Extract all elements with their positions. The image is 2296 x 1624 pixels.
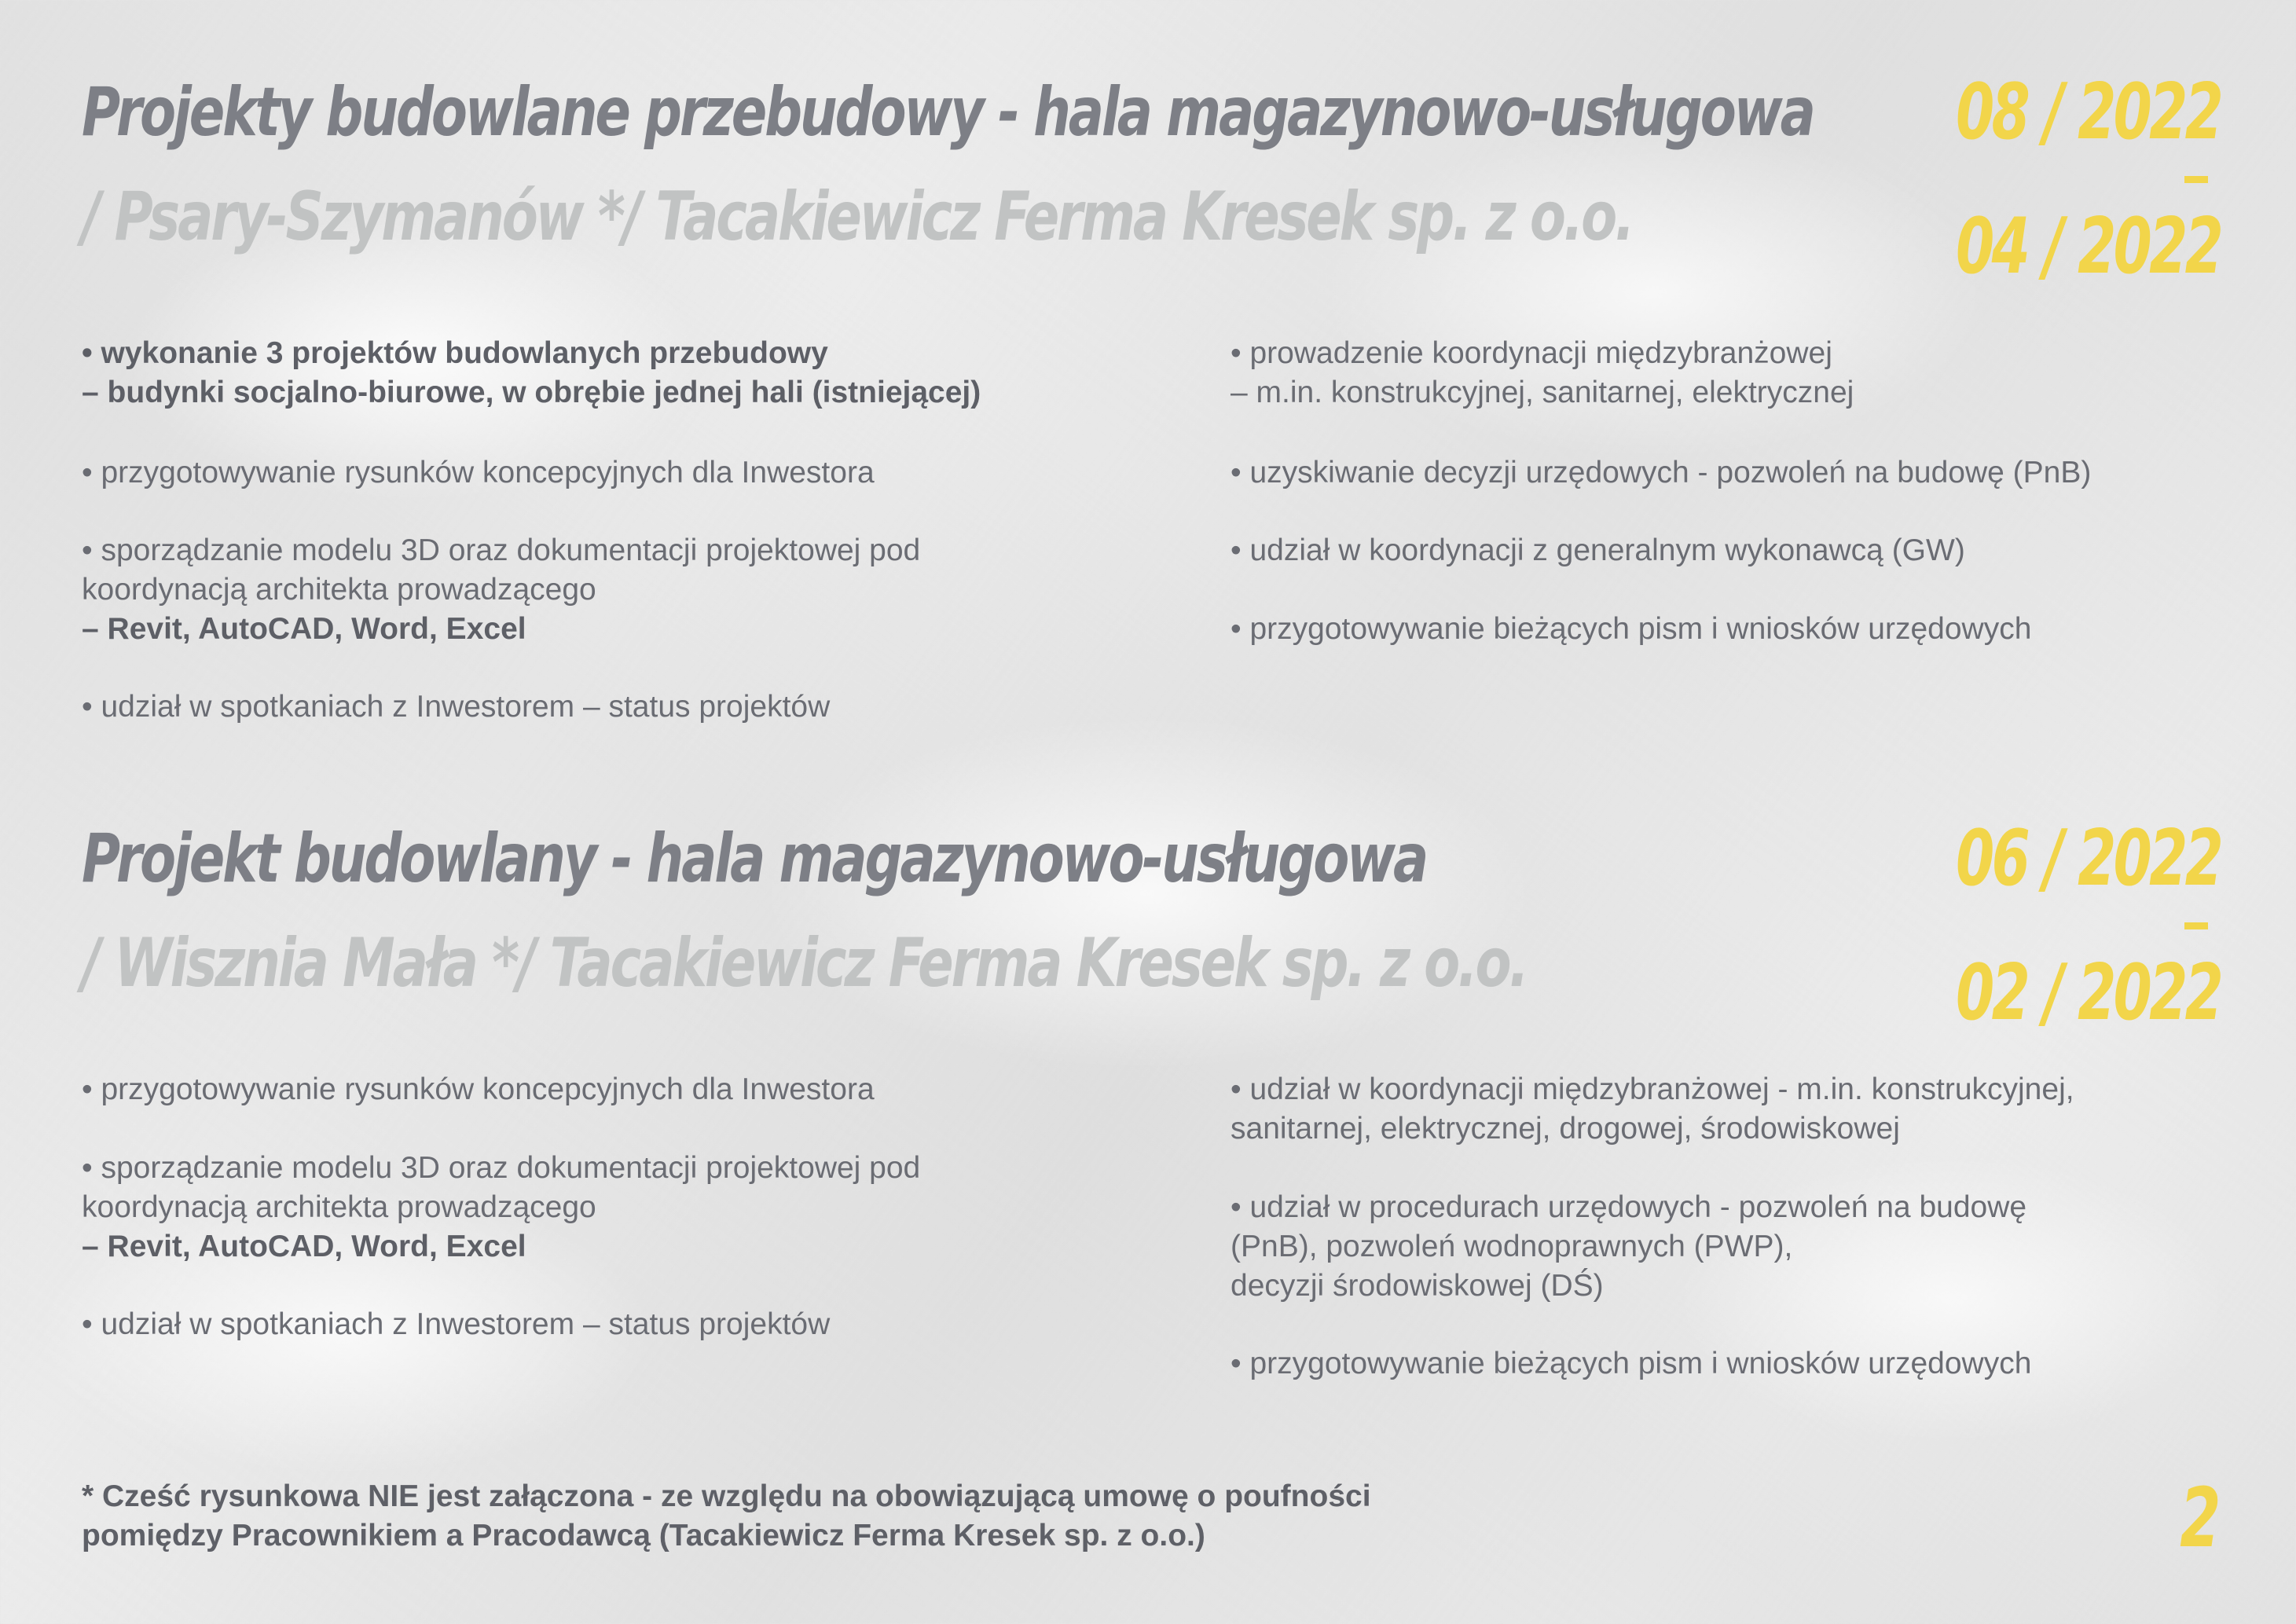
project-2-right-column: [1231, 1188, 2296, 1306]
list-item: • przygotowywanie bieżących pism i wniosków urzędowych: [1231, 612, 2032, 646]
project-2-right-column: [1231, 1344, 2296, 1384]
list-item: • prowadzenie koordynacji międzybranżowej: [1231, 336, 1832, 370]
project-1-date-to: 04 / 2022: [1955, 202, 2221, 291]
list-item: koordynacją architekta prowadzącego: [82, 1190, 596, 1224]
list-item: – m.in. konstrukcyjnej, sanitarnej, elektrycznej: [1231, 376, 1854, 409]
list-item: (PnB), pozwoleń wodnoprawnych (PWP),: [1231, 1230, 1793, 1263]
list-item: • przygotowywanie bieżących pism i wniosków urzędowych: [1231, 1347, 2032, 1380]
project-1-title: Projekty budowlane przebudowy - hala magazynowo-usługowa: [82, 73, 1814, 152]
project-1-right-column: [1231, 610, 2296, 649]
project-2-date-dash: [2184, 922, 2208, 929]
project-1-subtitle: / Psary-Szymanów */ Tacakiewicz Ferma Kresek sp. z o.o.: [82, 178, 1633, 256]
page-number: 2: [2179, 1470, 2221, 1566]
project-2-date-to: 02 / 2022: [1955, 948, 2221, 1038]
list-item: – Revit, AutoCAD, Word, Excel: [82, 612, 526, 646]
list-item: • wykonanie 3 projektów budowlanych przebudowy: [82, 336, 828, 370]
list-item: decyzji środowiskowej (DŚ): [1231, 1269, 1604, 1303]
project-2-left-column: [82, 1305, 1182, 1344]
list-item: • sporządzanie modelu 3D oraz dokumentacji projektowej pod: [82, 533, 921, 567]
list-item: • udział w spotkaniach z Inwestorem – status projektów: [82, 1307, 831, 1341]
list-item: koordynacją architekta prowadzącego: [82, 573, 596, 607]
project-1-section: [0, 0, 2296, 754]
project-2-right-column: [1231, 1070, 2296, 1149]
project-2-left-column: [82, 1070, 1182, 1109]
project-2-subtitle: / Wisznia Mała */ Tacakiewicz Ferma Kresek sp. z o.o.: [82, 924, 1527, 1003]
project-1-right-column: [1231, 531, 2296, 570]
project-1-left-column: [82, 453, 1182, 493]
list-item: – Revit, AutoCAD, Word, Excel: [82, 1230, 526, 1263]
list-item: • uzyskiwanie decyzji urzędowych - pozwoleń na budowę (PnB): [1231, 456, 2092, 489]
project-1-date-from: 08 / 2022: [1955, 68, 2221, 157]
list-item: – budynki socjalno-biurowe, w obrębie jednej hali (istniejącej): [82, 376, 981, 409]
list-item: • udział w procedurach urzędowych - pozwoleń na budowę: [1231, 1190, 2027, 1224]
project-1-left-column: [82, 334, 1182, 412]
list-item: sanitarnej, elektrycznej, drogowej, środowiskowej: [1231, 1112, 1900, 1146]
list-item: • udział w koordynacji z generalnym wykonawcą (GW): [1231, 533, 1965, 567]
footer-note: [82, 1477, 1371, 1556]
project-2-section: [0, 786, 2296, 1430]
project-1-date-dash: [2184, 176, 2208, 183]
list-item: • udział w koordynacji międzybranżowej - m.in. konstrukcyjnej,: [1231, 1072, 2074, 1106]
project-2-left-column: [82, 1149, 1182, 1267]
footer-note-line-1: * Cześć rysunkowa NIE jest załączona - ze względu na obowiązującą umowę o poufności: [82, 1479, 1371, 1513]
project-1-right-column: [1231, 334, 2296, 412]
list-item: • przygotowywanie rysunków koncepcyjnych dla Inwestora: [82, 1072, 875, 1106]
list-item: • sporządzanie modelu 3D oraz dokumentacji projektowej pod: [82, 1151, 921, 1185]
list-item: • udział w spotkaniach z Inwestorem – status projektów: [82, 690, 831, 724]
project-1-left-column: [82, 531, 1182, 649]
footer-note-line-2: pomiędzy Pracownikiem a Pracodawcą (Tacakiewicz Ferma Kresek sp. z o.o.): [82, 1519, 1205, 1553]
project-2-title: Projekt budowlany - hala magazynowo-usługowa: [82, 819, 1427, 898]
project-1-left-column: [82, 687, 1182, 727]
list-item: • przygotowywanie rysunków koncepcyjnych dla Inwestora: [82, 456, 875, 489]
project-1-right-column: [1231, 453, 2296, 493]
project-2-date-from: 06 / 2022: [1955, 814, 2221, 904]
